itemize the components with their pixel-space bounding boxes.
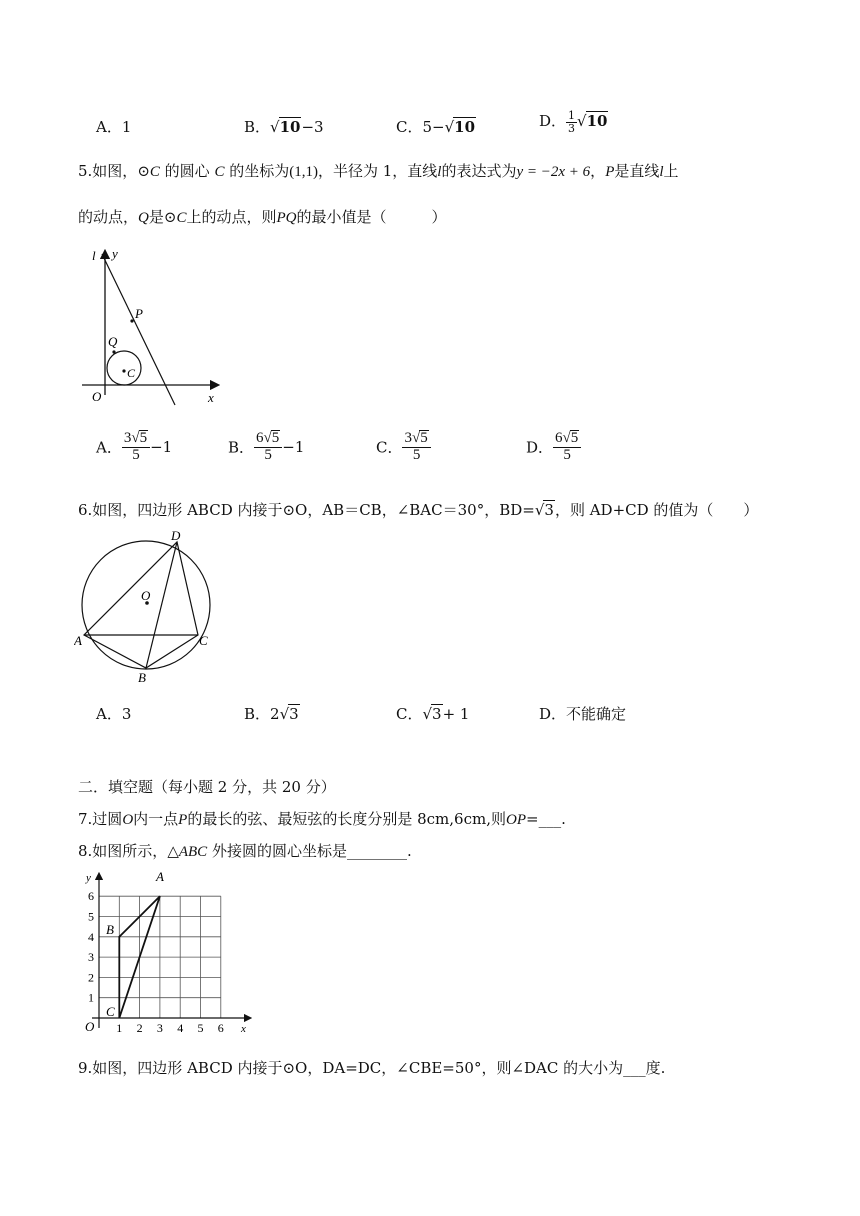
q8-grid (99, 896, 221, 1018)
q8-label-c: C (106, 1004, 115, 1019)
q5-center-point (122, 369, 125, 372)
q5-circle-c (107, 351, 141, 385)
q6-option-a: A．3 (96, 705, 132, 723)
q4-option-d: D． $\frac{1}{3}$ √10 (539, 109, 608, 135)
q5-line-l (102, 254, 175, 405)
q6-label-o: O (141, 588, 151, 603)
q8-xtick-label: 4 (177, 1021, 184, 1035)
q9-text: 9.如图，四边形 ABCD 内接于⊙O，DA=DC，∠CBE=50°，则∠DAC 的大小为___度. (78, 1059, 666, 1077)
q8-label-o: O (85, 1019, 95, 1034)
q4-option-a: A．1 (96, 118, 132, 136)
q5-label-l: l (92, 248, 96, 263)
q8-ytick-label: 2 (88, 970, 94, 985)
q6-option-b: B．2√3 (244, 705, 299, 723)
q5-point-p (130, 319, 133, 322)
q5-label-p: P (135, 306, 143, 321)
q8-ytick-label: 5 (88, 909, 94, 924)
q8-ytick-label: 3 (88, 950, 94, 965)
q5-label-y: y (112, 246, 118, 261)
q8-figure (80, 868, 255, 1038)
q8-label-x: x (241, 1023, 246, 1035)
q8-ytick-label: 1 (88, 990, 94, 1005)
q6-option-d: D．不能确定 (539, 705, 627, 723)
q8-ytick-label: 4 (88, 929, 94, 944)
q5-option-a: A． $\frac{3√5}{5}$ −1 (96, 430, 173, 463)
q5-option-b: B． $\frac{6√5}{5}$ −1 (228, 430, 305, 463)
q8-label-b: B (106, 922, 114, 937)
q8-text: 8.如图所示，△ABC 外接圆的圆心坐标是________. (78, 842, 412, 860)
q6-diagonal-bd (146, 542, 177, 668)
q8-xtick-label: 5 (197, 1021, 204, 1035)
q4-option-c: C．5−√10 (396, 118, 476, 136)
q8-label-a: A (156, 869, 164, 884)
q5-point-q (112, 350, 115, 353)
q8-xtick-label: 1 (116, 1021, 123, 1035)
q6-label-c: C (199, 633, 208, 648)
q5-option-c: C． $\frac{3√5}{5}$ (376, 430, 431, 464)
q6-quadrilateral (84, 542, 198, 668)
q6-figure (74, 528, 224, 688)
q8-label-y: y (86, 872, 91, 884)
q5-label-o: O (92, 389, 102, 404)
q5-text-line2: 的动点，Q是⊙C上的动点，则PQ的最小值是（ ） (78, 208, 447, 226)
q5-text-line1: 5.如图，⊙C 的圆心 C 的坐标为(1,1)，半径为 1，直线l的表达式为y = −2x + 6，P是直线l上 (78, 162, 679, 180)
q6-label-a: A (74, 633, 82, 648)
section-2-heading: 二．填空题（每小题 2 分，共 20 分） (78, 778, 336, 796)
q5-label-q: Q (108, 334, 118, 349)
q7-text: 7.过圆O内一点P的最长的弦、最短弦的长度分别是 8cm,6cm,则OP=___. (78, 810, 566, 828)
q8-xtick-label: 6 (217, 1021, 224, 1035)
q6-label-b: B (138, 670, 146, 685)
q5-label-c: C (127, 366, 136, 380)
q6-option-c: C．√3+ 1 (396, 705, 470, 723)
q8-xtick-label: 3 (156, 1021, 163, 1035)
q6-text: 6.如图，四边形 ABCD 内接于⊙O，AB＝CB，∠BAC＝30°，BD=√3，则 AD+CD 的值为（ ） (78, 501, 759, 519)
q5-option-d: D． $\frac{6√5}{5}$ (526, 430, 581, 464)
q5-figure (80, 240, 230, 410)
q5-label-x: x (208, 390, 214, 405)
q8-ytick-label: 6 (88, 889, 94, 904)
q4-option-b: B．√10−3 (244, 118, 324, 136)
q8-xtick-label: 2 (136, 1021, 143, 1035)
q6-label-d: D (171, 528, 181, 543)
